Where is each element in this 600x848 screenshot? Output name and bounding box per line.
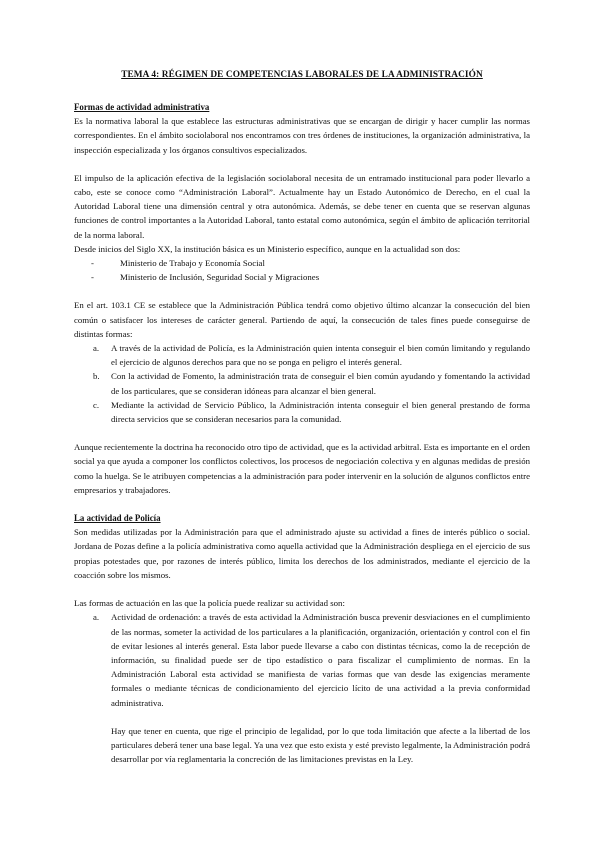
ministries-list xyxy=(74,256,530,284)
list-marker: a. xyxy=(93,343,100,354)
list-marker: a. xyxy=(93,612,100,623)
list-item xyxy=(74,270,530,284)
list-item-text: Mediante la actividad de Servicio Público, la Administración intenta conseguir el bien general prestando de forma directa servicios que se consideran necesarios para la comunidad. xyxy=(111,399,530,425)
list-item-text: Actividad de ordenación: a través de esta actividad la Administración busca prevenir desviaciones en el cumplimiento de las normas, someter la actividad de los particulares a la planificación, organización, orientación y control con el fin de evitar lesiones al interés general. Esta labor puede llevarse a cabo con distintas técnicas, como la de recepción de información, su finalidad puede ser de tipo estadístico o para fiscalizar el cumplimiento de normas. En la Administración Laboral esta actividad se manifiesta de varias formas que van desde las exigencias meramente formales o mediante técnicas de condicionamiento del ejercicio lícito de una actividad a la previa conformidad administrativa. xyxy=(111,612,530,708)
list-item xyxy=(74,256,530,270)
list-marker: c. xyxy=(93,399,100,410)
forms-list xyxy=(74,341,530,426)
list-item-text: Ministerio de Trabajo y Economía Social xyxy=(120,258,265,269)
paragraph: Hay que tener en cuenta, que rige el principio de legalidad, por lo que toda limitación que afecte a la libertad de los particulares deberá tener una base legal. Ya una vez que esto exista y esté previsto legalmente, la Administración podrá desarrollar por vía reglamentaria la concreción de las limitaciones previstas en la Ley. xyxy=(111,725,530,765)
document-title: TEMA 4: RÉGIMEN DE COMPETENCIAS LABORALES DE LA ADMINISTRACIÓN xyxy=(121,70,483,80)
list-item xyxy=(74,341,530,369)
list-item xyxy=(74,398,530,426)
section-heading-formas: Formas de actividad administrativa xyxy=(74,102,210,112)
paragraph: Aunque recientemente la doctrina ha reconocido otro tipo de actividad, que es la actividad arbitral. Esta es importante en el orden social ya que ayuda a componer los conflictos colectivos, los procesos de negociación colectiva y en algunas medidas de presión como la huelga. Se le atribuyen competencias a la administración para poder intervenir en la solución de algunos conflictos entre empresarios y trabajadores. xyxy=(74,442,530,495)
paragraph: Las formas de actuación en las que la policía puede realizar su actividad son: xyxy=(74,598,345,609)
list-marker: b. xyxy=(93,371,100,382)
paragraph: En el art. 103.1 CE se establece que la Administración Pública tendrá como objetivo último alcanzar la consecución del bien común o satisfacer los intereses de carácter general. Partiendo de aquí, la consecución de tales fines puede conseguirse de distintas formas: xyxy=(74,300,530,339)
list-item-text: A través de la actividad de Policía, es la Administración quien intenta conseguir el bien común limitando y regulando el ejercicio de algunos derechos para que no se ponga en peligro el interés general. xyxy=(111,343,530,368)
paragraph: Es la normativa laboral la que establece las estructuras administrativas que se encargan de dirigir y hacer cumplir las normas correspondientes. En el ámbito sociolaboral nos encontramos con tres órdenes de instituciones, la organización administrativa, la inspección especializada y los órganos consultivos especializados. xyxy=(74,116,530,155)
paragraph: El impulso de la aplicación efectiva de la legislación sociolaboral necesita de un entramado institucional para poder llevarlo a cabo, este se conoce como “Administración Laboral”. Actualmente hay un Estado Autonómico de Derecho, en el cual la Autoridad Laboral tiene una dimensión central y otra autonómica. Además, se debe tener en cuenta que se reservan algunas funciones de control importantes a la Autoridad Laboral, tanto estatal como autonómica, según el ámbito de aplicación territorial de la norma laboral. xyxy=(74,172,530,240)
list-marker: - xyxy=(91,258,94,269)
list-item-text: Ministerio de Inclusión, Seguridad Social y Migraciones xyxy=(120,272,320,283)
list-marker: - xyxy=(91,272,94,283)
police-forms-list xyxy=(74,610,530,709)
section-heading-policia: La actividad de Policía xyxy=(74,513,161,524)
document-page xyxy=(74,70,530,766)
list-item xyxy=(74,369,530,397)
paragraph: Son medidas utilizadas por la Administración para que el administrado ajuste su actividad a fines de interés público o social. Jordana de Pozas define a la policía administrativa como aquella actividad que la Administración despliega en el ejercicio de sus propias potestades que, por razones de interés público, limita los derechos de los administrados, mediante el ejercicio de la coacción sobre los mismos. xyxy=(74,527,530,580)
list-item xyxy=(74,610,530,709)
list-item-text: Con la actividad de Fomento, la administración trata de conseguir el bien común ayudando y fomentando la actividad de los particulares, que se consideran idóneas para alcanzar el bien general. xyxy=(111,371,530,396)
paragraph: Desde inicios del Siglo XX, la institución básica es un Ministerio específico, aunque en la actualidad son dos: xyxy=(74,243,461,254)
